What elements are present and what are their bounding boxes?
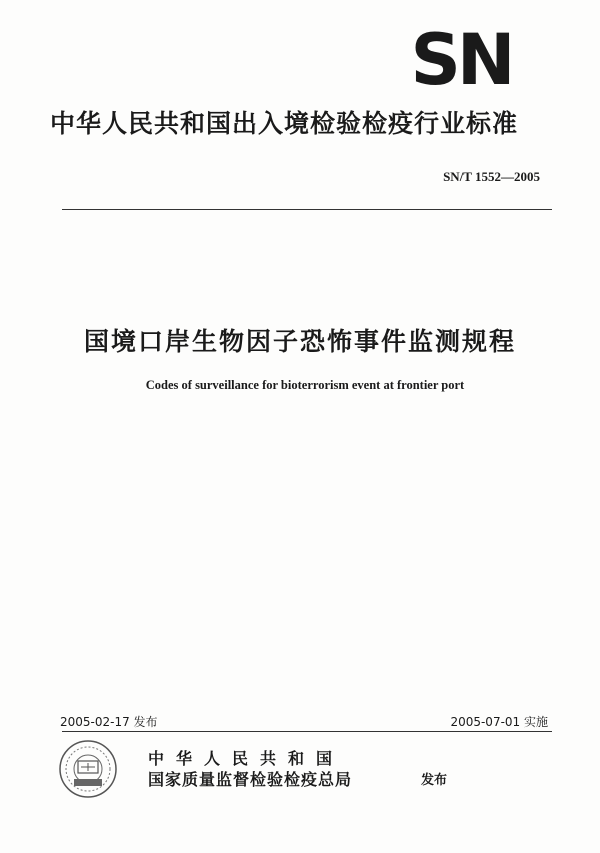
top-divider [62, 209, 552, 210]
official-seal-icon [58, 739, 118, 799]
title-english: Codes of surveillance for bioterrorism event at frontier port [145, 378, 465, 392]
publish-label: 发布 [421, 773, 448, 788]
sn-logo [400, 28, 522, 88]
issuer-block [148, 749, 352, 791]
bottom-divider [62, 731, 552, 732]
issuer-country: 中华人民共和国 [148, 749, 345, 768]
standard-category: 中华人民共和国出入境检验检疫行业标准 [50, 109, 519, 138]
standard-number: SN/T 1552—2005 [443, 169, 540, 184]
implementation-date: 2005-07-01 实施 [450, 715, 548, 729]
title-chinese: 国境口岸生物因子恐怖事件监测规程 [83, 327, 516, 356]
issue-date: 2005-02-17 发布 [60, 715, 158, 729]
issuer-agency: 国家质量监督检验检疫总局 [148, 770, 353, 789]
logo-text: SN [410, 28, 512, 88]
